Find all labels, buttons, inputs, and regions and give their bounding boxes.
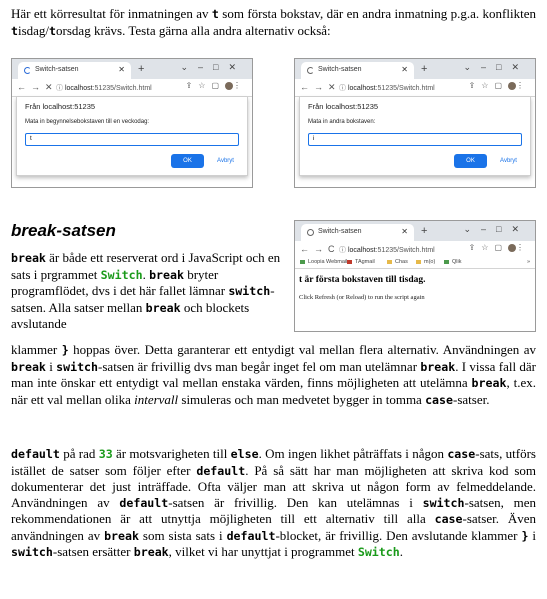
- close-tab-icon[interactable]: ✕: [118, 65, 125, 74]
- new-tab-icon[interactable]: +: [138, 63, 145, 75]
- address-bar[interactable]: ⓘ localhost:51235/Switch.html: [339, 247, 435, 254]
- new-tab-icon[interactable]: +: [421, 63, 428, 75]
- ok-button[interactable]: OK: [454, 154, 487, 168]
- tab-title: Switch-satsen: [318, 66, 362, 73]
- cancel-button[interactable]: Avbryt: [217, 158, 234, 164]
- intro-text: som första bokstav, där en andra inmatning p.g.a. konflikten: [218, 6, 536, 21]
- browser-tab[interactable]: [18, 62, 131, 79]
- toolbar-icons[interactable]: ⇪☆▢ ⋮: [468, 243, 530, 252]
- loading-icon: [307, 67, 314, 74]
- prompt-input[interactable]: t: [25, 133, 239, 146]
- window-controls[interactable]: ⌄–□✕: [180, 62, 246, 72]
- browser-tab[interactable]: [301, 224, 414, 241]
- code-t: t: [211, 7, 219, 21]
- default-paragraph: default på rad 33 är motsvarigheten till else. Om ingen likhet påträffats i någon case-sats, utförs istället de satser som följer efter default. På så sätt har man möjligheten att skriva kod som dokumenterar det just inträffade. Ofta väljer man att skriva ut någon form av felmeddelande. Användningen av default-satsen är frivillig. Den kan utelämnas i switch-satsen, men rekommendationen är att utnyttja möjligheten till ett alternativ till alla case-satser. Även användningen av break som sista sats i default-blocket, är frivillig. Den avslutande klammer } i switch-satsen ersätter break, vilket vi har unyttjat i programmet Switch.: [11, 446, 537, 559]
- ok-button[interactable]: OK: [171, 154, 204, 168]
- prompt-dialog: [299, 97, 531, 176]
- bookmarks-overflow-icon[interactable]: »: [526, 259, 530, 265]
- globe-icon: [307, 229, 314, 236]
- code-t: t: [49, 23, 57, 38]
- tab-bar: [295, 59, 535, 79]
- intro-text: orsdag krävs. Testa gärna alla andra alternativ också:: [56, 22, 331, 38]
- avatar[interactable]: [508, 244, 516, 252]
- close-tab-icon[interactable]: ✕: [401, 227, 408, 236]
- bookmark-item[interactable]: Chas: [387, 259, 408, 265]
- nav-arrows-icon[interactable]: ←→✕: [17, 82, 58, 92]
- page-area: [295, 268, 535, 331]
- break-paragraph-2: klammer } hoppas över. Detta garanterar ett entydigt val mellan flera alternativ. Användningen av break i switch-satsen är frivillig dvs man begår inget fel om man utelämnar break. I vissa fall där man inte önskar ett entydigt val mellan enstaka värden, finns möjligheten att utelämna break, t.ex. när ett val mellan olika intervall simuleras och man medvetet bygger in tomma case-satser.: [11, 342, 536, 407]
- browser-window-second-prompt: [294, 58, 536, 188]
- nav-arrows-icon[interactable]: ←→C: [300, 244, 340, 254]
- dialog-prompt: Mata in andra bokstaven:: [308, 119, 376, 125]
- dialog-prompt: Mata in begynnelsebokstaven till en veckodag:: [25, 119, 150, 125]
- loading-icon: [24, 67, 31, 74]
- page-area: [295, 96, 535, 188]
- result-heading: t är första bokstaven till tisdag.: [299, 275, 426, 285]
- prompt-input[interactable]: i: [308, 133, 522, 146]
- cancel-button[interactable]: Avbryt: [500, 158, 517, 164]
- break-paragraph-1: break är både ett reserverat ord i JavaScript och en sats i prgrammet Switch. break bryter programflödet, dvs i det här fallet lämnar switch-satsen. Alla satser mellan break och blockets avslutande: [11, 250, 281, 331]
- browser-window-first-prompt: [11, 58, 253, 188]
- toolbar-icons[interactable]: ⇪☆▢ ⋮: [468, 81, 530, 90]
- bookmark-item[interactable]: Qlik: [444, 259, 461, 265]
- result-text: Click Refresh (or Reload) to run the script again: [299, 294, 425, 301]
- avatar[interactable]: [508, 82, 516, 90]
- dialog-origin: Från localhost:51235: [308, 102, 379, 111]
- window-controls[interactable]: ⌄–□✕: [463, 224, 529, 234]
- close-tab-icon[interactable]: ✕: [401, 65, 408, 74]
- bookmark-item[interactable]: TAgmail: [347, 259, 375, 265]
- navigation-bar: [295, 241, 535, 258]
- tab-title: Switch-satsen: [35, 66, 79, 73]
- address-bar[interactable]: ⓘ localhost:51235/Switch.html: [56, 85, 152, 92]
- intro-text: isdag/: [17, 22, 50, 38]
- navigation-bar: [12, 79, 252, 96]
- intro-text: Här ett körresultat för inmatningen av: [11, 6, 212, 21]
- tab-bar: [12, 59, 252, 79]
- dialog-origin: Från localhost:51235: [25, 102, 96, 111]
- bookmark-item[interactable]: m(o): [416, 259, 435, 265]
- browser-window-result: [294, 220, 536, 332]
- avatar[interactable]: [225, 82, 233, 90]
- nav-arrows-icon[interactable]: ←→✕: [300, 82, 341, 92]
- address-bar[interactable]: ⓘ localhost:51235/Switch.html: [339, 85, 435, 92]
- toolbar-icons[interactable]: ⇪☆▢ ⋮: [185, 81, 247, 90]
- code-t: t: [11, 23, 18, 38]
- window-controls[interactable]: ⌄–□✕: [463, 62, 529, 72]
- tab-bar: [295, 221, 535, 241]
- new-tab-icon[interactable]: +: [421, 225, 428, 237]
- section-heading: break-satsen: [11, 221, 116, 240]
- page-area: [12, 96, 252, 188]
- tab-title: Switch-satsen: [318, 228, 362, 235]
- prompt-dialog: [16, 97, 248, 176]
- bookmark-item[interactable]: Loopia Webmail: [300, 259, 347, 265]
- intro-paragraph: [11, 6, 536, 39]
- browser-tab[interactable]: [301, 62, 414, 79]
- bookmarks-bar: [295, 258, 535, 268]
- navigation-bar: [295, 79, 535, 96]
